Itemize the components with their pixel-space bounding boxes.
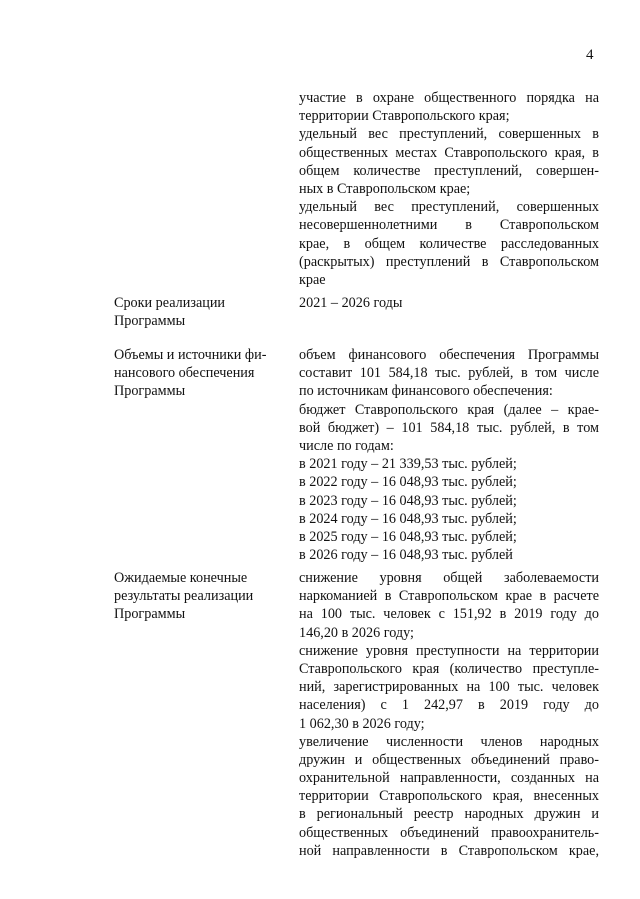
value-paragraph — [299, 198, 599, 289]
text-line: участие в охране общественного порядка на — [299, 90, 599, 106]
value-paragraph — [299, 528, 599, 546]
label-line: нансового обеспечения — [114, 365, 255, 382]
text-line: удельный вес преступлений, совершенных в — [299, 126, 599, 143]
row-0-value — [299, 89, 599, 289]
text-line: в 2023 году – 16 048,93 тыс. рублей; — [299, 492, 517, 509]
text-line: объем финансового обеспечения Программы — [299, 347, 599, 363]
text-line: 2021 – 2026 годы — [299, 295, 403, 311]
value-paragraph — [299, 473, 599, 491]
row-2-label — [114, 346, 274, 401]
value-paragraph — [299, 346, 599, 401]
text-line: в 2026 году – 16 048,93 тыс. рублей — [299, 547, 513, 564]
value-paragraph — [299, 546, 599, 564]
text-line: числе по годам: — [299, 437, 394, 454]
value-paragraph — [299, 455, 599, 473]
row-3-value — [299, 569, 599, 860]
row-3-label — [114, 569, 274, 624]
text-line: снижение уровня преступности на территории — [299, 642, 599, 659]
text-line: на 100 тыс. человек с 151,92 в 2019 году до — [299, 606, 599, 623]
label-line: Ожидаемые конечные — [114, 570, 248, 586]
text-line: общем количестве преступлений, совершен- — [299, 162, 599, 179]
label-line: Программы — [114, 383, 186, 400]
text-line: 146,20 в 2026 году; — [299, 624, 414, 641]
text-line: территории Ставропольского края; — [299, 108, 510, 125]
label-line: Программы — [114, 606, 186, 623]
text-line: удельный вес преступлений, совершенных — [299, 199, 599, 216]
text-line: составит 101 584,18 тыс. рублей, в том числе — [299, 365, 599, 382]
value-paragraph — [299, 569, 599, 642]
text-line: ной направленности в Ставропольском крае, — [299, 842, 599, 859]
text-line: наркоманией в Ставропольском крае в расчете — [299, 588, 599, 605]
text-line: увеличение численности членов народных — [299, 733, 599, 750]
text-line: (раскрытых) преступлений в Ставропольском — [299, 253, 599, 270]
text-line: общественных объединений правоохранитель- — [299, 824, 599, 841]
text-line: несовершеннолетними в Ставропольском — [299, 217, 599, 234]
text-line: ных в Ставропольском крае; — [299, 180, 471, 197]
text-line: населения) с 1 242,97 в 2019 году до — [299, 697, 599, 714]
text-line: территории Ставропольского края, внесенных — [299, 788, 599, 805]
label-line: Сроки реализации — [114, 295, 226, 311]
label-line: Объемы и источники фи- — [114, 347, 267, 363]
text-line: крае — [299, 271, 326, 288]
text-line: вой бюджет) – 101 584,18 тыс. рублей, в том — [299, 419, 599, 436]
value-paragraph — [299, 510, 599, 528]
text-line: 1 062,30 в 2026 году; — [299, 715, 425, 732]
text-line: в 2022 году – 16 048,93 тыс. рублей; — [299, 474, 517, 491]
text-line: в 2021 году – 21 339,53 тыс. рублей; — [299, 456, 517, 473]
value-paragraph — [299, 492, 599, 510]
value-paragraph — [299, 294, 599, 312]
text-line: Ставропольского края (количество преступле- — [299, 660, 599, 677]
text-line: дружин и общественных объединений право- — [299, 751, 599, 768]
label-line: результаты реализации — [114, 588, 254, 605]
row-1-value — [299, 294, 599, 312]
text-line: охранительной направленности, созданных на — [299, 770, 599, 787]
label-line: Программы — [114, 313, 186, 330]
text-line: в 2025 году – 16 048,93 тыс. рублей; — [299, 528, 517, 545]
text-line: ний, зарегистрированных на 100 тыс. человек — [299, 679, 599, 696]
value-paragraph — [299, 89, 599, 125]
text-line: снижение уровня общей заболеваемости — [299, 570, 599, 586]
text-line: в региональный реестр народных дружин и — [299, 806, 599, 823]
value-paragraph — [299, 401, 599, 456]
value-paragraph — [299, 642, 599, 733]
row-2-value — [299, 346, 599, 564]
text-line: общественных местах Ставропольского края, в — [299, 144, 599, 161]
text-line: бюджет Ставропольского края (далее – крае- — [299, 401, 599, 418]
value-paragraph — [299, 733, 599, 860]
text-line: крае, в общем количестве расследованных — [299, 235, 599, 252]
text-line: в 2024 году – 16 048,93 тыс. рублей; — [299, 510, 517, 527]
text-line: по источникам финансового обеспечения: — [299, 383, 553, 400]
page-number: 4 — [586, 47, 594, 63]
value-paragraph — [299, 125, 599, 198]
row-1-label — [114, 294, 274, 330]
